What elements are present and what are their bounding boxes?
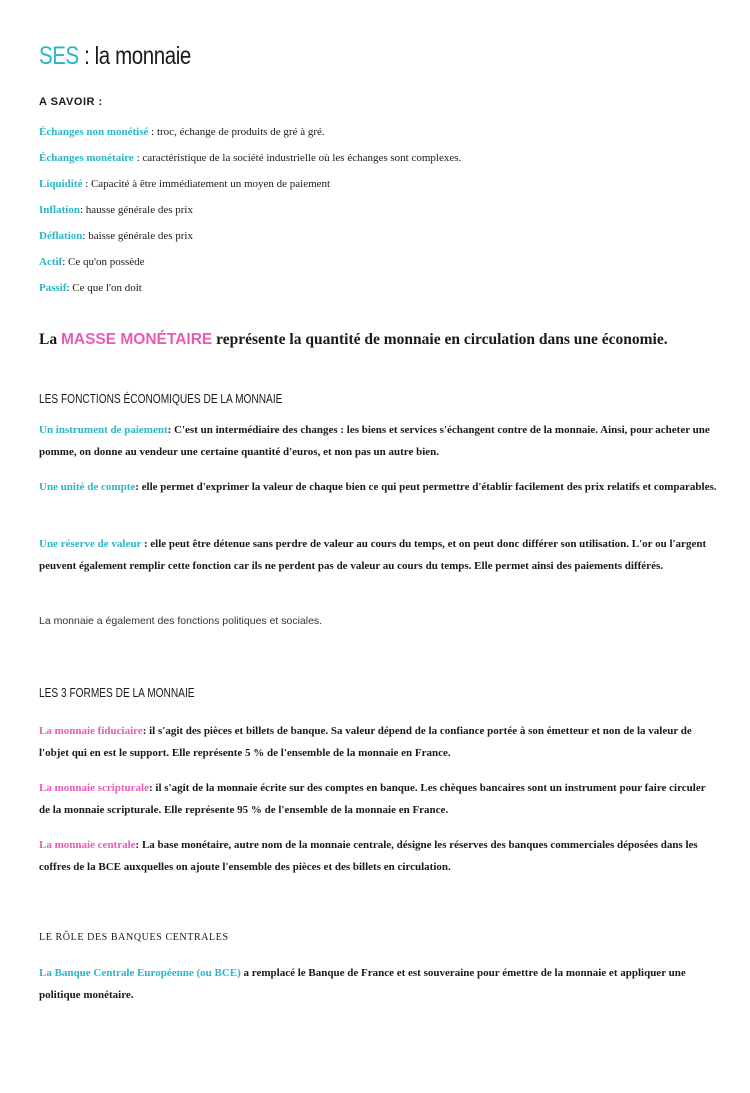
forme-text: : La base monétaire, autre nom de la monnaie centrale, désigne les réserves des banques commerciales déposées dans les coffres de la BCE auxquelles on ajoute l'ensemble des pièces et des billets en circulation. (39, 839, 698, 873)
definition-text: : troc, échange de produits de gré à gré. (148, 126, 325, 138)
definition-text: : Ce que l'on doit (66, 282, 142, 294)
fonction-text: : elle peut être détenue sans perdre de valeur au cours du temps, et on peut donc différer son utilisation. L'or ou l'argent peuvent également remplir cette fonction car ils ne perdent pas de valeur au cours du temps. Elle permet ainsi des paiements différés. (39, 538, 707, 572)
masse-after: représente la quantité de monnaie en circulation dans une économie. (212, 331, 668, 348)
banque-term: La Banque Centrale Européenne (ou BCE) (39, 967, 241, 979)
definition-term: Actif (39, 256, 63, 268)
section-heading-fonctions: LES FONCTIONS ÉCONOMIQUES DE LA MONNAIE (39, 391, 283, 406)
definition-item (39, 256, 145, 268)
definition-term: Échanges monétaire (39, 152, 134, 164)
definition-text: : baisse générale des prix (82, 230, 193, 242)
definition-text: : hausse générale des prix (79, 204, 193, 216)
definition-term: Échanges non monétisé (39, 126, 149, 138)
definition-item (39, 230, 193, 242)
forme-term: La monnaie scripturale (39, 782, 149, 794)
banque-text: a remplacé le Banque de France et est souveraine pour émettre de la monnaie et appliquer une politique monétaire. (39, 967, 686, 1001)
fonction-paragraph (39, 534, 719, 577)
masse-monetaire-statement (39, 331, 668, 349)
definition-item (39, 204, 193, 216)
fonction-term: Une réserve de valeur (39, 538, 142, 550)
masse-before: La (39, 331, 61, 348)
section-heading-banques: LE RÔLE DES BANQUES CENTRALES (39, 932, 229, 943)
definition-item (39, 152, 461, 164)
forme-paragraph (39, 778, 719, 821)
definition-term: Liquidité (39, 178, 83, 190)
forme-text: : il s'agit de la monnaie écrite sur des comptes en banque. Les chèques bancaires sont un instrument pour faire circuler de la monnaie scripturale. Elle représente 95 % de l'ensemble de la monnaie en France. (39, 782, 706, 816)
forme-term: La monnaie centrale (39, 839, 136, 851)
definition-term: Déflation (39, 230, 83, 242)
definition-text: : caractéristique de la société industrielle où les échanges sont complexes. (133, 152, 462, 164)
definition-term: Passif (39, 282, 67, 294)
fonction-term: Un instrument de paiement (39, 424, 168, 436)
definition-item (39, 282, 142, 294)
definition-item (39, 178, 330, 190)
definition-item (39, 126, 325, 138)
banque-paragraph (39, 963, 719, 1006)
masse-highlight: MASSE MONÉTAIRE (60, 331, 213, 348)
forme-paragraph (39, 835, 719, 878)
definition-text: : Capacité à être immédiatement un moyen de paiement (82, 178, 331, 190)
definition-text: : Ce qu'on possède (62, 256, 145, 268)
forme-paragraph (39, 721, 719, 764)
fonction-paragraph (39, 420, 719, 463)
definition-term: Inflation (39, 204, 80, 216)
page-title (39, 42, 191, 71)
fonctions-note: La monnaie a également des fonctions politiques et sociales. (39, 615, 323, 627)
fonction-text: : C'est un intermédiaire des changes : les biens et services s'échangent contre de la monnaie. Ainsi, pour acheter une pomme, on donne au vendeur une certaine quantité d'euros, et non pas un autre bien. (39, 424, 710, 458)
section-heading-formes: LES 3 FORMES DE LA MONNAIE (39, 685, 195, 700)
forme-term: La monnaie fiduciaire (39, 725, 143, 737)
fonction-paragraph (39, 477, 719, 499)
title-rest: : la monnaie (78, 42, 191, 70)
fonction-text: : elle permet d'exprimer la valeur de chaque bien ce qui peut permettre d'établir facilement des prix relatifs et comparables. (135, 481, 717, 493)
title-accent: SES (39, 42, 79, 70)
fonction-term: Une unité de compte (39, 481, 136, 493)
a-savoir-heading: A SAVOIR : (39, 96, 103, 108)
forme-text: : il s'agit des pièces et billets de banque. Sa valeur dépend de la confiance portée à son émetteur et non de la valeur de l'objet qui en est le support. Elle représente 5 % de l'ensemble de la monnaie en France. (39, 725, 692, 759)
